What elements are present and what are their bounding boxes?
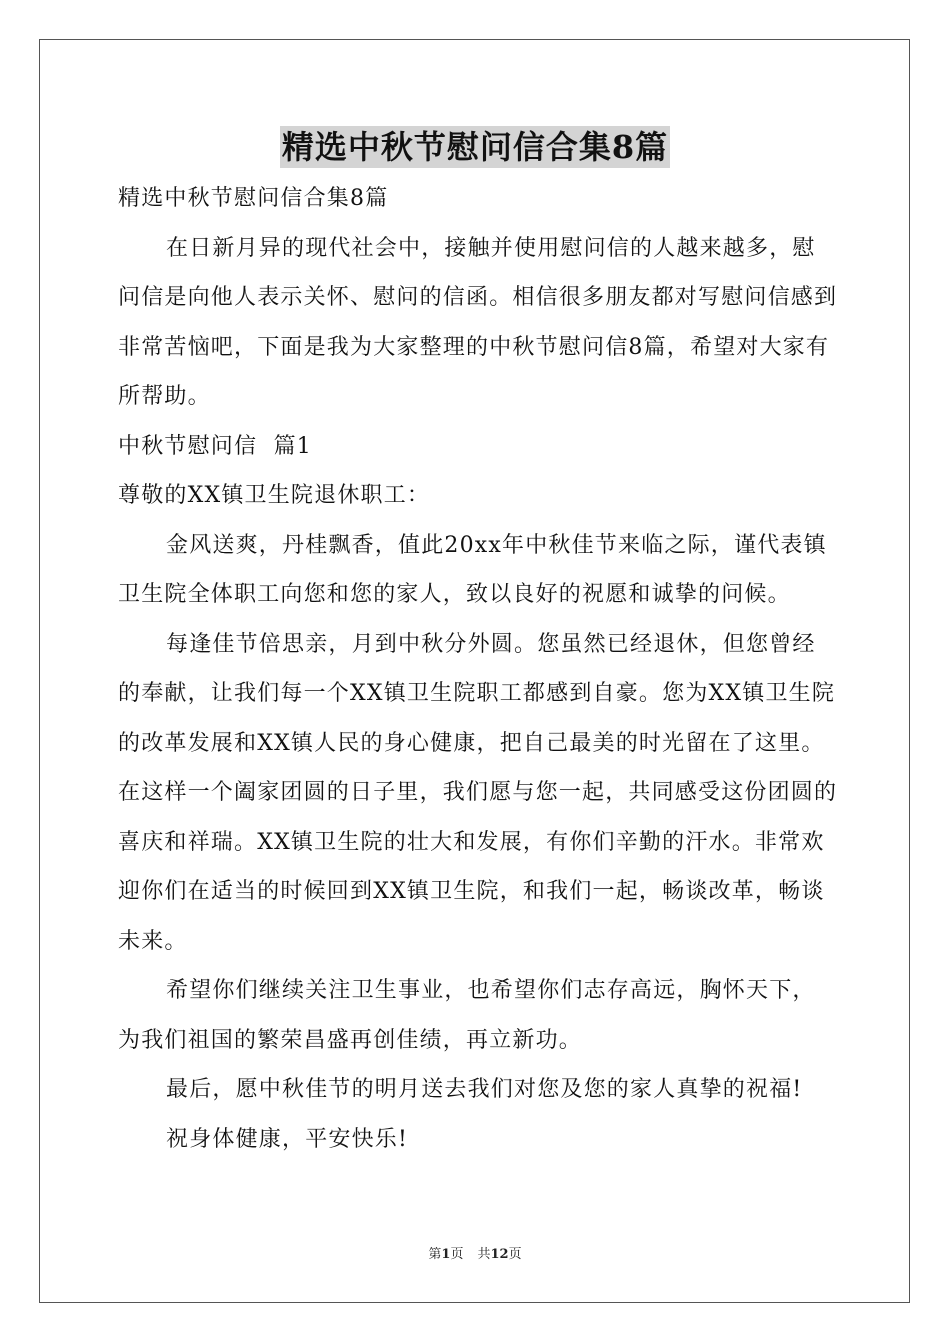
title-container: [0, 126, 950, 168]
document-subtitle: 精选中秋节慰问信合集8篇: [118, 186, 389, 211]
intro-paragraph: 在日新月异的现代社会中，接触并使用慰问信的人越来越多，慰问信是向他人表示关怀、慰问的信函。相信很多朋友都对写慰问信感到非常苦恼吧，下面是我为大家整理的中秋节慰问信8篇，希望对大家有所帮助。: [118, 235, 838, 409]
letter-salutation: 尊敬的XX镇卫生院退休职工：: [118, 483, 431, 508]
total-pages: 12: [490, 1247, 509, 1262]
body-paragraph: 金风送爽，丹桂飘香，值此20xx年中秋佳节来临之际，谨代表镇卫生院全体职工向您和您的家人，致以良好的祝愿和诚挚的问候。: [118, 532, 827, 607]
page-prefix: 第: [428, 1247, 442, 1262]
total-prefix: 共: [477, 1247, 491, 1262]
document-body: [118, 174, 838, 1164]
body-paragraph: 每逢佳节倍思亲，月到中秋分外圆。您虽然已经退休，但您曾经的奉献，让我们每一个XX镇卫生院职工都感到自豪。您为XX镇卫生院的改革发展和XX镇人民的身心健康，把自己最美的时光留在了这里。在这样一个阖家团圆的日子里，我们愿与您一起，共同感受这份团圆的喜庆和祥瑞。XX镇卫生院的壮大和发展，有你们辛勤的汗水。非常欢迎你们在适当的时候回到XX镇卫生院，和我们一起，畅谈改革，畅谈未来。: [118, 631, 838, 954]
body-paragraph: 最后，愿中秋佳节的明月送去我们对您及您的家人真挚的祝福!: [166, 1077, 803, 1102]
total-suffix: 页: [508, 1247, 522, 1262]
page-footer: [0, 1246, 950, 1264]
closing-wish: 祝身体健康，平安快乐!: [166, 1126, 409, 1152]
body-paragraph: 希望你们继续关注卫生事业，也希望你们志存高远，胸怀天下，为我们祖国的繁荣昌盛再创佳绩，再立新功。: [118, 978, 816, 1053]
section-heading: 中秋节慰问信 篇1: [118, 433, 312, 459]
page-number: 1: [441, 1247, 451, 1262]
document-title: 精选中秋节慰问信合集8篇: [281, 128, 669, 166]
page-suffix: 页: [450, 1247, 464, 1262]
